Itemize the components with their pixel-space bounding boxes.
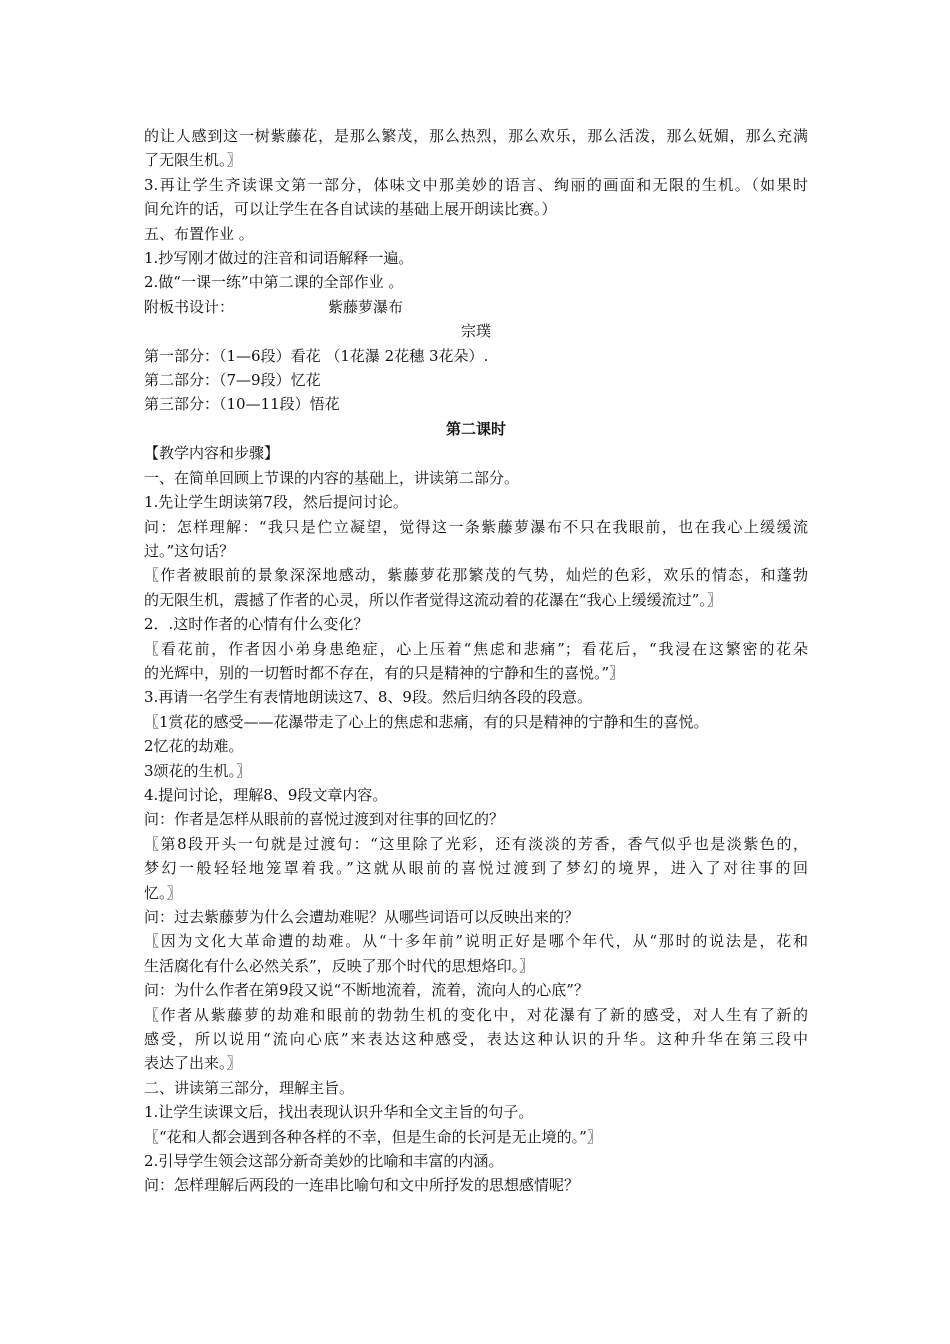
paragraph-line: 问：怎样理解：“我只是伫立凝望，觉得这一条紫藤萝瀑布不只在我眼前，也在我心上缓缓流: [144, 517, 808, 536]
paragraph-line: 问：作者是怎样从眼前的喜悦过渡到对往事的回忆的？: [144, 810, 505, 829]
paragraph-line: 〖“花和人都会遇到各种各样的不幸，但是生命的长河是无止境的。”〗: [144, 1127, 602, 1146]
paragraph-line: 的无限生机，震撼了作者的心灵，所以作者觉得这流动着的花瀑在“我心上缓缓流过”。〗: [144, 590, 722, 609]
paragraph-line: 问：过去紫藤萝为什么会遭劫难呢？从哪些词语可以反映出来的？: [144, 908, 580, 926]
paragraph-line: 了无限生机。〗: [144, 151, 242, 170]
board-design-part: 第一部分：（1—6段）看花 （1花瀑 2花穗 3花朵）.: [144, 346, 489, 365]
paragraph-line: 问：怎样理解后两段的一连串比喻句和文中所抒发的思想感情呢？: [144, 1176, 580, 1195]
paragraph-line: 〖因为文化大革命遭的劫难。从“十多年前”说明正好是哪个年代，从“那时的说法是，花和: [144, 932, 808, 951]
paragraph-line: 2忆花的劫难。: [144, 737, 244, 756]
paragraph-line: 〖作者被眼前的景象深深地感动，紫藤萝花那繁茂的气势，灿烂的色彩，欢乐的情态，和蓬勃: [144, 566, 808, 585]
paragraph-line: 1.抄写刚才做过的注音和词语解释一遍。: [144, 249, 414, 268]
paragraph-line: 4.提问讨论，理解8、9段文章内容。: [144, 785, 388, 804]
paragraph-line: 2.引导学生领会这部分新奇美妙的比喻和丰富的内涵。: [144, 1152, 504, 1171]
paragraph-line: 梦幻一般轻轻地笼罩着我。”这就从眼前的喜悦过渡到了梦幻的境界，进入了对往事的回: [144, 859, 808, 878]
section-heading: 一、在简单回顾上节课的内容的基础上，讲读第二部分。: [144, 468, 520, 487]
section-heading: 【教学内容和步骤】: [144, 444, 280, 463]
board-design-line: [144, 295, 808, 319]
board-design-label: 附板书设计：: [144, 297, 235, 316]
section-heading: 二、讲读第三部分，理解主旨。: [144, 1078, 355, 1097]
paragraph-line: 3颂花的生机。〗: [144, 761, 252, 780]
paragraph-line: 〖看花前，作者因小弟身患绝症，心上压着“焦虑和悲痛”；看花后，“我浸在这繁密的花朵: [144, 639, 808, 658]
paragraph-line: 忆。〗: [144, 883, 182, 902]
paragraph-line: 表达了出来。〗: [144, 1054, 242, 1073]
board-design-title: 紫藤萝瀑布: [328, 297, 404, 316]
document-body: [144, 124, 808, 1198]
board-design-part: 第三部分：（10—11段）悟花: [144, 395, 340, 414]
lesson-title: 第二课时: [445, 419, 506, 438]
paragraph-line: 感受，所以说用“流向心底”来表达这种感受，表达这种认识的升华。这种升华在第三段中: [144, 1030, 808, 1049]
paragraph-line: 间允许的话，可以让学生在各自试读的基础上展开朗读比赛。）: [144, 200, 557, 219]
paragraph-line: 〖1赏花的感受——花瀑带走了心上的焦虑和悲痛，有的只是精神的宁静和生的喜悦。: [144, 712, 709, 731]
paragraph-line: 3.再请一名学生有表情地朗读这7、8、9段。然后归纳各段的段意。: [144, 688, 592, 707]
paragraph-line: 2.做“一课一练”中第二课的全部作业 。: [144, 273, 404, 292]
paragraph-line: 问：为什么作者在第9段又说“不断地流着，流着，流向人的心底”？: [144, 981, 589, 1000]
paragraph-line: 生活腐化有什么必然关系”，反映了那个时代的思想烙印。〗: [144, 956, 535, 975]
paragraph-line: 过。”这句话？: [144, 541, 235, 560]
paragraph-line: 〖第8段开头一句就是过渡句：“这里除了光彩，还有淡淡的芳香，香气似乎也是淡紫色的，: [144, 834, 808, 853]
board-design-part: 第二部分：（7—9段）忆花: [144, 371, 321, 390]
paragraph-line: 1.先让学生朗读第7段，然后提问讨论。: [144, 493, 408, 512]
paragraph-line: 〖作者从紫藤萝的劫难和眼前的勃勃生机的变化中，对花瀑有了新的感受，对人生有了新的: [144, 1005, 808, 1024]
paragraph-line: 的光辉中，别的一切暂时都不存在，有的只是精神的宁静和生的喜悦。”〗: [144, 663, 625, 682]
paragraph-line: 3.再让学生齐读课文第一部分，体味文中那美妙的语言、绚丽的画面和无限的生机。（如果时: [144, 175, 808, 194]
section-heading: 五、布置作业 。: [144, 224, 254, 243]
paragraph-line: 1.让学生读课文后，找出表现认识升华和全文主旨的句子。: [144, 1103, 534, 1122]
board-design-author: 宗璞: [460, 322, 491, 341]
paragraph-line: 2．.这时作者的心情有什么变化？: [144, 615, 369, 634]
paragraph-line: 的让人感到这一树紫藤花，是那么繁茂，那么热烈，那么欢乐，那么活泼，那么妩媚，那么充满: [144, 127, 808, 145]
